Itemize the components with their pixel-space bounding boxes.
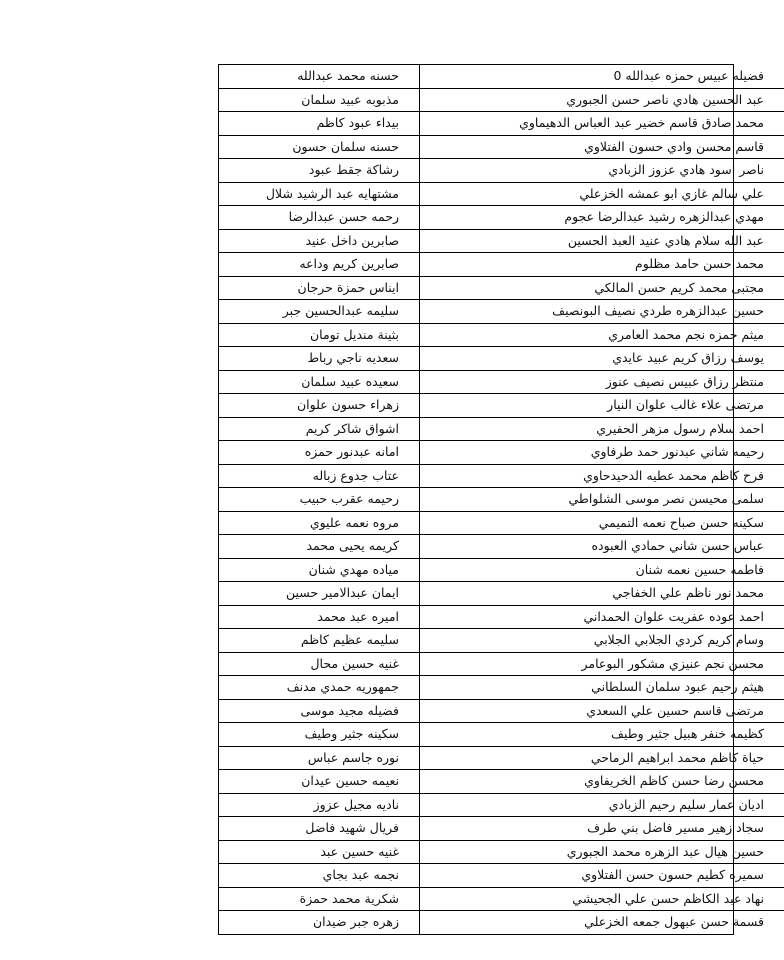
mother-name-cell: نعيمه حسين عيدان bbox=[219, 770, 420, 794]
table-row bbox=[219, 511, 784, 535]
mother-name-cell: رحيمه عقرب حبيب bbox=[219, 488, 420, 512]
mother-name-cell: عتاب جدوع زباله bbox=[219, 464, 420, 488]
full-name-cell: مهدي عبدالزهره رشيد عبدالرضا عجوم bbox=[420, 206, 784, 230]
mother-name-cell: زهراء حسون علوان bbox=[219, 394, 420, 418]
mother-name-cell: بثينة منديل تومان bbox=[219, 323, 420, 347]
full-name-cell: اديان عمار سليم رحيم الزبادي bbox=[420, 793, 784, 817]
table-row bbox=[219, 488, 784, 512]
mother-name-cell: سليمه عبدالحسين جبر bbox=[219, 300, 420, 324]
table-row bbox=[219, 605, 784, 629]
table-row bbox=[219, 746, 784, 770]
table-row bbox=[219, 323, 784, 347]
mother-name-cell: نجمه عبد بجاي bbox=[219, 864, 420, 888]
full-name-cell: حياة كاظم محمد ابراهيم الرماحي bbox=[420, 746, 784, 770]
table-row bbox=[219, 817, 784, 841]
mother-name-cell: فريال شهيد فاضل bbox=[219, 817, 420, 841]
table-row bbox=[219, 394, 784, 418]
mother-name-cell: غنيه حسين عبد bbox=[219, 840, 420, 864]
full-name-cell: ميثم حمزه نجم محمد العامري bbox=[420, 323, 784, 347]
full-name-cell: محمد صادق قاسم خضير عبد العباس الدهيماوي bbox=[420, 112, 784, 136]
full-name-cell: احمد سلام رسول مزهر الحفيري bbox=[420, 417, 784, 441]
table-row bbox=[219, 370, 784, 394]
table-row bbox=[219, 159, 784, 183]
full-name-cell: عباس حسن شاني حمادي العبوده bbox=[420, 535, 784, 559]
mother-name-cell: مشتهايه عبد الرشيد شلال bbox=[219, 182, 420, 206]
full-name-cell: قسمة حسن عبهول جمعه الخزعلي bbox=[420, 911, 784, 934]
mother-name-cell: رحمه حسن عبدالرضا bbox=[219, 206, 420, 230]
mother-name-cell: سكينه جثير وطيف bbox=[219, 723, 420, 747]
full-name-cell: رحيمه شاني عبدنور حمد طرفاوي bbox=[420, 441, 784, 465]
full-name-cell: سلمى محيسن نصر موسى الشلواطي bbox=[420, 488, 784, 512]
full-name-cell: حسين هيال عبد الزهره محمد الجبوري bbox=[420, 840, 784, 864]
full-name-cell: حسين عبدالزهره طردي نصيف البونصيف bbox=[420, 300, 784, 324]
table-row bbox=[219, 793, 784, 817]
full-name-cell: عبد الحسين هادي ناصر حسن الجبوري bbox=[420, 88, 784, 112]
mother-name-cell: سعديه ناجي رباط bbox=[219, 347, 420, 371]
table-row bbox=[219, 229, 784, 253]
names-table bbox=[219, 65, 784, 934]
full-name-cell: فرح كاظم محمد عطيه الدحيدحاوي bbox=[420, 464, 784, 488]
mother-name-cell: كريمه يحيى محمد bbox=[219, 535, 420, 559]
full-name-cell: محمد حسن حامد مظلوم bbox=[420, 253, 784, 277]
full-name-cell: قاسم محسن وادي حسون الفتلاوي bbox=[420, 135, 784, 159]
table-row bbox=[219, 464, 784, 488]
table-row bbox=[219, 770, 784, 794]
full-name-cell: مجتبى محمد كريم حسن المالكي bbox=[420, 276, 784, 300]
mother-name-cell: اشواق شاكر كريم bbox=[219, 417, 420, 441]
mother-name-cell: بيداء عبود كاظم bbox=[219, 112, 420, 136]
table-row bbox=[219, 253, 784, 277]
full-name-cell: سجاد زهير مسير فاضل بني طرف bbox=[420, 817, 784, 841]
full-name-cell: ناصر اسود هادي عزوز الزبادي bbox=[420, 159, 784, 183]
table-row bbox=[219, 417, 784, 441]
table-row bbox=[219, 300, 784, 324]
full-name-cell: وسام كريم كردي الجلابي الجلابي bbox=[420, 629, 784, 653]
full-name-cell: مرتضى علاء غالب علوان النيار bbox=[420, 394, 784, 418]
table-row bbox=[219, 911, 784, 934]
full-name-cell: سكينه حسن صباح نعمه التميمي bbox=[420, 511, 784, 535]
full-name-cell: عبد الله سلام هادي عنيد العبد الحسين bbox=[420, 229, 784, 253]
full-name-cell: فاطمه حسين نعمه شنان bbox=[420, 558, 784, 582]
full-name-cell: كظيمه خنفر هبيل جثير وطيف bbox=[420, 723, 784, 747]
mother-name-cell: ايمان عبدالامير حسين bbox=[219, 582, 420, 606]
table-row bbox=[219, 840, 784, 864]
full-name-cell: يوسف رزاق كريم عبيد عايدي bbox=[420, 347, 784, 371]
mother-name-cell: حسنه سلمان حسون bbox=[219, 135, 420, 159]
table-row bbox=[219, 276, 784, 300]
mother-name-cell: زهره جبر ضيدان bbox=[219, 911, 420, 934]
mother-name-cell: نوره جاسم عباس bbox=[219, 746, 420, 770]
mother-name-cell: صابرين داخل عنيد bbox=[219, 229, 420, 253]
table-row bbox=[219, 582, 784, 606]
mother-name-cell: سعيده عبيد سلمان bbox=[219, 370, 420, 394]
full-name-cell: محسن نجم عنيزي مشكور البوعامر bbox=[420, 652, 784, 676]
table-row bbox=[219, 65, 784, 88]
table-row bbox=[219, 676, 784, 700]
mother-name-cell: شكرية محمد حمزة bbox=[219, 887, 420, 911]
mother-name-cell: فضيله مجيد موسى bbox=[219, 699, 420, 723]
mother-name-cell: حسنه محمد عبدالله bbox=[219, 65, 420, 88]
table-row bbox=[219, 347, 784, 371]
table-row bbox=[219, 864, 784, 888]
table-row bbox=[219, 699, 784, 723]
mother-name-cell: مياده مهدي شنان bbox=[219, 558, 420, 582]
table-row bbox=[219, 558, 784, 582]
mother-name-cell: رشاكة جقط عبود bbox=[219, 159, 420, 183]
full-name-cell: منتظر رزاق عبيس نصيف عنوز bbox=[420, 370, 784, 394]
table-row bbox=[219, 206, 784, 230]
table-row bbox=[219, 182, 784, 206]
mother-name-cell: ناديه مجيل عزوز bbox=[219, 793, 420, 817]
mother-name-cell: امانه عبدنور حمزه bbox=[219, 441, 420, 465]
table-row bbox=[219, 112, 784, 136]
full-name-cell: علي سالم غازي ابو عمشه الخزعلي bbox=[420, 182, 784, 206]
full-name-cell: نهاد عبد الكاظم حسن علي الجحيشي bbox=[420, 887, 784, 911]
full-name-cell: احمد عوده عفريت علوان الحمداني bbox=[420, 605, 784, 629]
table-row bbox=[219, 441, 784, 465]
full-name-cell: فضيله عبيس حمزه عبدالله 0 bbox=[420, 65, 784, 88]
mother-name-cell: مذبوبه عبيد سلمان bbox=[219, 88, 420, 112]
names-table-body bbox=[219, 65, 784, 934]
table-row bbox=[219, 629, 784, 653]
mother-name-cell: مروه نعمه عليوي bbox=[219, 511, 420, 535]
mother-name-cell: غنيه حسين محال bbox=[219, 652, 420, 676]
table-row bbox=[219, 652, 784, 676]
full-name-cell: مرتضى قاسم حسين علي السعدي bbox=[420, 699, 784, 723]
table-row bbox=[219, 535, 784, 559]
full-name-cell: محمد نور ناظم علي الخفاجي bbox=[420, 582, 784, 606]
table-row bbox=[219, 887, 784, 911]
full-name-cell: هيثم رحيم عبود سلمان السلطاني bbox=[420, 676, 784, 700]
table-row bbox=[219, 723, 784, 747]
mother-name-cell: ايناس حمزة حرجان bbox=[219, 276, 420, 300]
names-table-container bbox=[218, 64, 764, 935]
table-row bbox=[219, 88, 784, 112]
full-name-cell: سميره كطيم حسون حسن الفتلاوي bbox=[420, 864, 784, 888]
table-row bbox=[219, 135, 784, 159]
mother-name-cell: جمهوريه حمدي مدنف bbox=[219, 676, 420, 700]
mother-name-cell: سليمه عظيم كاظم bbox=[219, 629, 420, 653]
mother-name-cell: اميره عبد محمد bbox=[219, 605, 420, 629]
mother-name-cell: صابرين كريم وداعه bbox=[219, 253, 420, 277]
full-name-cell: محسن رضا حسن كاظم الخريفاوي bbox=[420, 770, 784, 794]
